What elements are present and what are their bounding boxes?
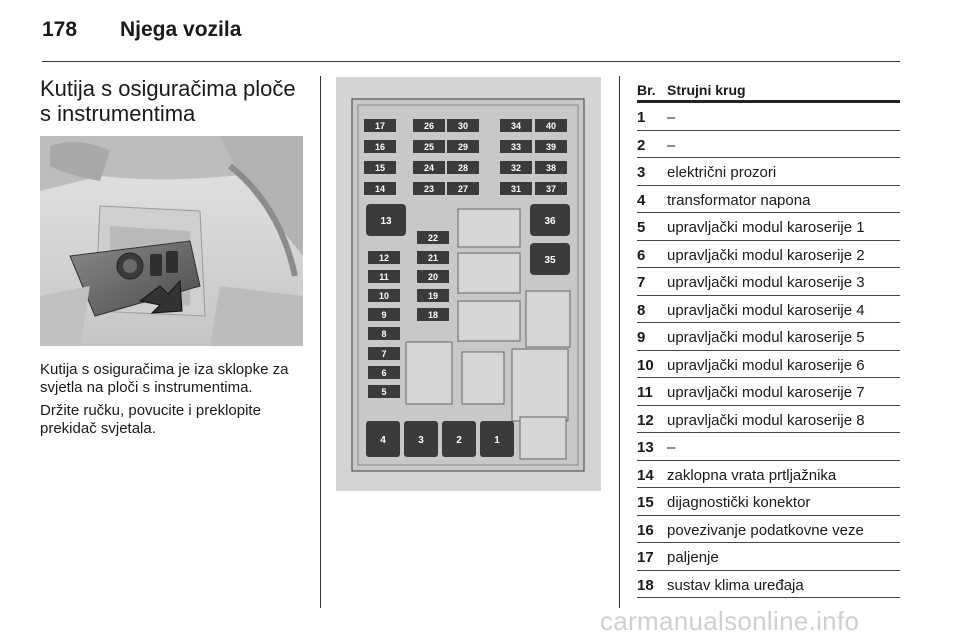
circuit-name: upravljački modul karoserije 5 <box>667 329 865 346</box>
fuse-label: 22 <box>427 233 439 243</box>
fuse-number: 6 <box>637 246 646 264</box>
fuse-label: 24 <box>423 163 435 173</box>
fuse-number: 18 <box>637 576 654 594</box>
fuse-label: 30 <box>457 121 469 131</box>
fuse-label: 38 <box>545 163 557 173</box>
watermark: carmanualsonline.info <box>600 606 860 636</box>
table-row <box>637 268 900 296</box>
instruction-paragraph: Držite ručku, povucite i preklopite prekidač svjetala. <box>40 402 261 437</box>
relay-35 <box>530 243 570 275</box>
fuse-label: 15 <box>374 163 386 173</box>
table-row <box>637 186 900 214</box>
header-number: Br. <box>637 82 656 98</box>
table-header <box>637 80 900 103</box>
circuit-name: upravljački modul karoserije 6 <box>667 356 865 374</box>
relay-label: 4 <box>380 435 386 446</box>
fuse-label: 27 <box>457 184 469 194</box>
fuse-number: 15 <box>637 494 654 511</box>
relay-13 <box>366 204 406 236</box>
fuse-number: 5 <box>637 219 646 236</box>
fuse-label: 10 <box>378 291 390 301</box>
relay-label: 2 <box>456 435 462 446</box>
table-row <box>637 241 900 269</box>
fuse-label: 9 <box>381 310 387 320</box>
fuse-label: 34 <box>510 121 522 131</box>
relay-label: 36 <box>544 216 556 227</box>
fuse-number: 9 <box>637 329 646 346</box>
fuse-number: 1 <box>637 109 646 126</box>
fuse-label: 14 <box>374 184 386 194</box>
fuse-label: 21 <box>427 253 439 263</box>
circuit-name: upravljački modul karoserije 1 <box>667 219 865 236</box>
circuit-name: povezivanje podatkovne veze <box>667 521 864 539</box>
fuse-box-diagram <box>336 77 601 491</box>
column-divider-right <box>619 76 620 608</box>
circuit-name: upravljački modul karoserije 4 <box>667 301 865 319</box>
fuse-number: 14 <box>637 466 654 484</box>
fuse-number: 7 <box>637 274 646 291</box>
fuse-number: 3 <box>637 164 646 181</box>
circuit-name: paljenje <box>667 549 719 566</box>
relay-36 <box>530 204 570 236</box>
fuse-label: 37 <box>545 184 557 194</box>
fuse-label: 20 <box>427 272 439 282</box>
fuse-number: 11 <box>637 384 653 401</box>
fuse-label: 33 <box>510 142 522 152</box>
page-number: 178 <box>42 18 78 41</box>
fuse-label: 16 <box>374 142 386 152</box>
circuit-name: električni prozori <box>667 164 777 181</box>
location-paragraph: Kutija s osiguračima je iza sklopke za svjetla na ploči s instrumentima. <box>40 361 289 396</box>
fuse-label: 8 <box>381 329 387 339</box>
table-row <box>637 516 900 544</box>
fuse-label: 25 <box>423 142 435 152</box>
circuit-name: sustav klima uređaja <box>667 576 804 594</box>
fuse-label: 29 <box>457 142 469 152</box>
circuit-name: – <box>667 136 676 154</box>
header-circuit: Strujni krug <box>667 82 746 98</box>
fuse-number: 4 <box>637 191 646 209</box>
circuit-name: upravljački modul karoserije 8 <box>667 411 865 429</box>
section-title: Kutija s osiguračima ploče s instrumentima <box>40 76 296 126</box>
fuse-label: 17 <box>374 121 386 131</box>
table-row <box>637 406 900 434</box>
circuit-name: dijagnostički konektor <box>667 494 811 511</box>
column-divider-left <box>320 76 321 608</box>
table-row <box>637 213 900 241</box>
table-row <box>637 433 900 461</box>
table-row <box>637 351 900 379</box>
fuse-number: 2 <box>637 136 646 154</box>
fuse-label: 19 <box>427 291 439 301</box>
fuse-number: 12 <box>637 411 654 429</box>
table-row <box>637 323 900 351</box>
fuse-label: 28 <box>457 163 469 173</box>
table-row <box>637 571 900 599</box>
fuse-table <box>637 80 900 598</box>
fuse-number: 16 <box>637 521 654 539</box>
fuse-label: 12 <box>378 253 390 263</box>
table-row <box>637 131 900 159</box>
table-row <box>637 461 900 489</box>
relay-label: 1 <box>494 435 500 446</box>
fuse-number: 10 <box>637 356 654 374</box>
chapter-title: Njega vozila <box>120 18 242 41</box>
table-row <box>637 378 900 406</box>
fuse-label: 40 <box>545 121 557 131</box>
circuit-name: – <box>667 439 676 456</box>
table-row <box>637 158 900 186</box>
fuse-number: 13 <box>637 439 654 456</box>
table-row <box>637 488 900 516</box>
fuse-label: 32 <box>510 163 522 173</box>
table-row <box>637 296 900 324</box>
fuse-label: 26 <box>423 121 435 131</box>
circuit-name: – <box>667 109 676 126</box>
fuse-box-location-photo <box>40 136 303 346</box>
relay-label: 35 <box>544 255 556 266</box>
relay-label: 3 <box>418 435 424 446</box>
fuse-label: 6 <box>381 368 387 378</box>
fuse-label: 39 <box>545 142 557 152</box>
circuit-name: upravljački modul karoserije 3 <box>667 274 865 291</box>
fuse-number: 17 <box>637 549 654 566</box>
circuit-name: zaklopna vrata prtljažnika <box>667 466 837 484</box>
fuse-label: 7 <box>381 349 387 359</box>
header-divider <box>42 61 900 62</box>
fuse-label: 23 <box>423 184 435 194</box>
circuit-name: transformator napona <box>667 191 811 209</box>
circuit-name: upravljački modul karoserije 7 <box>667 384 865 401</box>
table-row <box>637 103 900 131</box>
fuse-label: 11 <box>379 272 389 282</box>
fuse-label: 31 <box>510 184 522 194</box>
fuse-label: 5 <box>381 387 387 397</box>
fuse-number: 8 <box>637 301 646 319</box>
table-row <box>637 543 900 571</box>
circuit-name: upravljački modul karoserije 2 <box>667 246 865 264</box>
relay-label: 13 <box>380 216 392 227</box>
fuse-label: 18 <box>427 310 439 320</box>
